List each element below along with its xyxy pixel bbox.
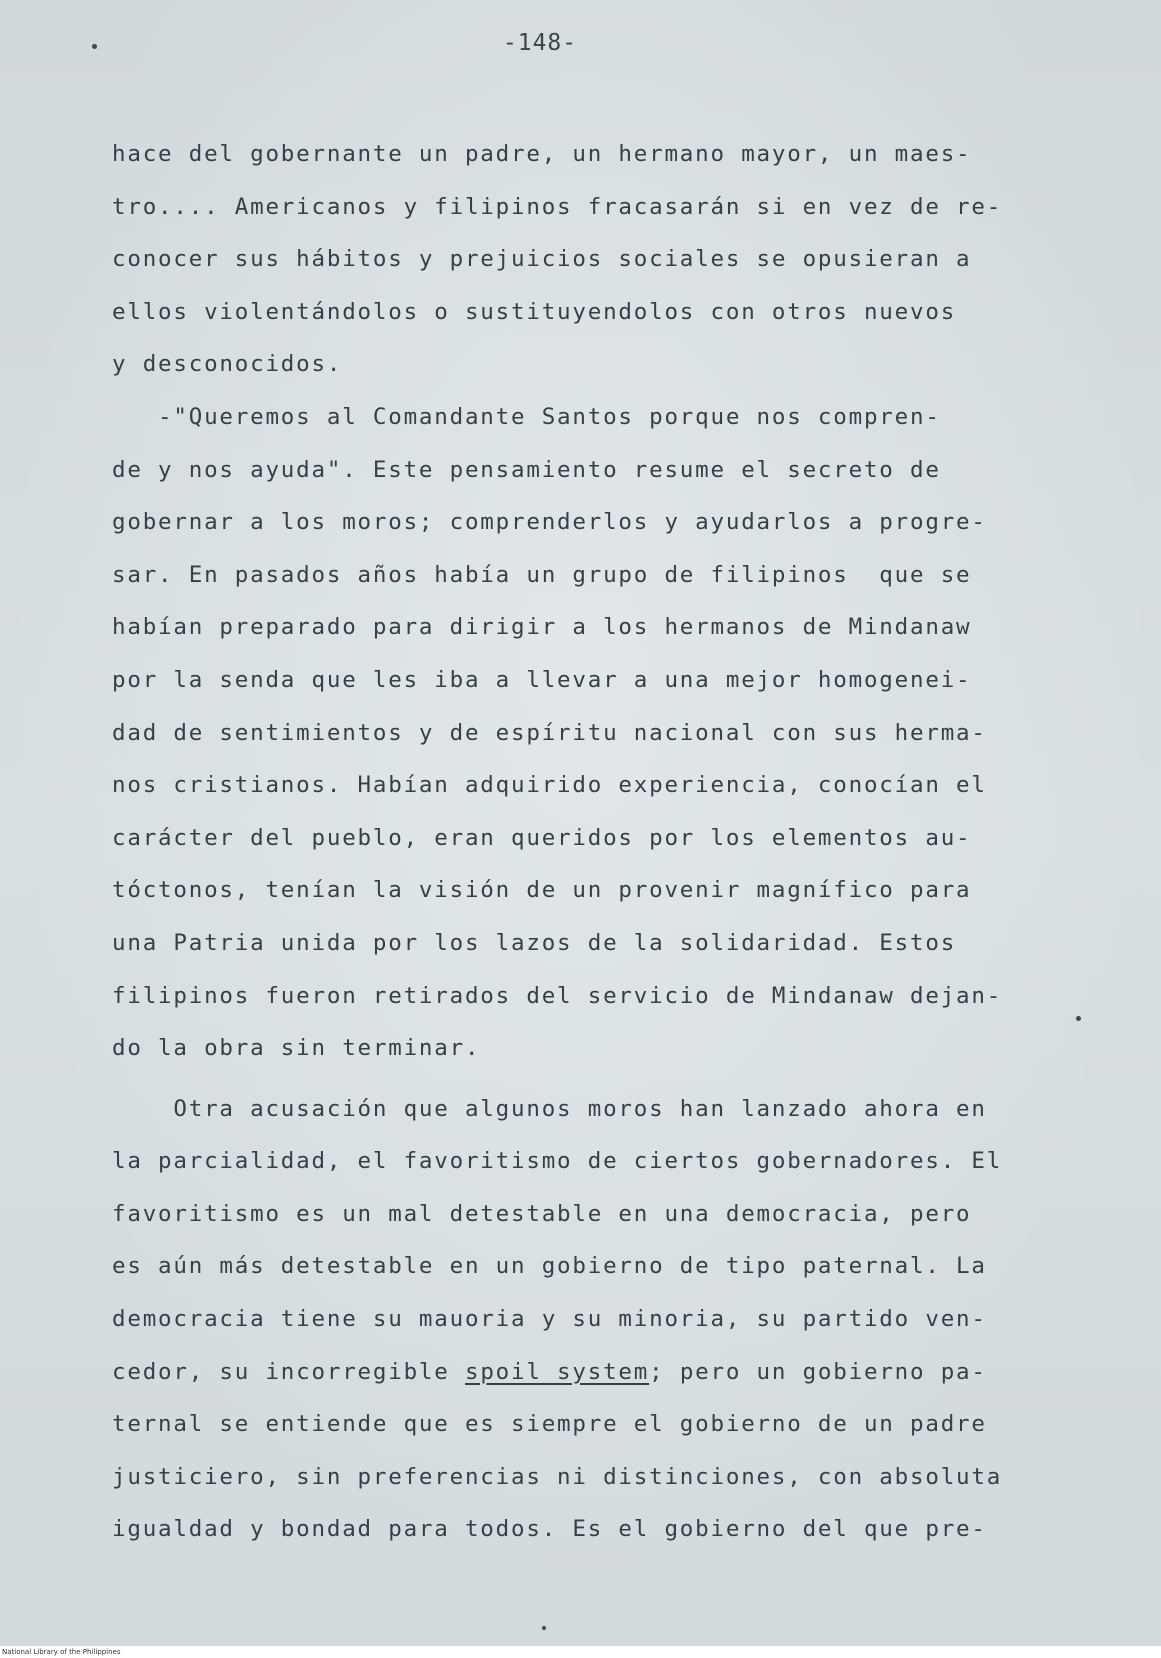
paper-speck: [1076, 1016, 1081, 1021]
text-line: dad de sentimientos y de espíritu nacional con sus herma-: [112, 719, 987, 746]
body-text: [112, 128, 1067, 1556]
text-line: tóctonos, tenían la visión de un provenir magnífico para: [112, 877, 972, 904]
paragraph-3: [112, 1083, 1067, 1556]
library-credit: National Library of the Philippines: [2, 1648, 121, 1656]
text-line: tro.... Americanos y filipinos fracasarán si en vez de re-: [112, 193, 1003, 220]
text-line: es aún más detestable en un gobierno de tipo paternal. La: [112, 1253, 987, 1280]
text-line: gobernar a los moros; comprenderlos y ayudarlos a progre-: [112, 509, 987, 536]
text-line: de y nos ayuda". Este pensamiento resume el secreto de: [112, 456, 941, 483]
text-line: carácter del pueblo, eran queridos por los elementos au-: [112, 824, 972, 851]
paragraph-spacer: [112, 1075, 1067, 1083]
text-segment: ; pero un gobierno pa-: [649, 1358, 987, 1385]
text-line: habían preparado para dirigir a los hermanos de Mindanaw: [112, 614, 972, 641]
text-line: conocer sus hábitos y prejuicios sociales se opusieran a: [112, 246, 972, 273]
paper-speck: [542, 1626, 546, 1630]
text-line-with-underline: [112, 1346, 1067, 1399]
text-line: favoritismo es un mal detestable en una democracia, pero: [112, 1200, 972, 1227]
text-line: igualdad y bondad para todos. Es el gobierno del que pre-: [112, 1516, 987, 1543]
text-line: nos cristianos. Habían adquirido experiencia, conocían el: [112, 772, 987, 799]
text-line: Otra acusación que algunos moros han lanzado ahora en: [112, 1095, 987, 1122]
page-number: -148-: [502, 30, 578, 56]
text-line: democracia tiene su mauoria y su minoria, su partido ven-: [112, 1306, 987, 1333]
text-line: filipinos fueron retirados del servicio de Mindanaw dejan-: [112, 982, 1003, 1009]
text-line: la parcialidad, el favoritismo de ciertos gobernadores. El: [112, 1148, 1003, 1175]
paragraph-2: [112, 391, 1067, 1075]
text-line: ellos violentándolos o sustituyendolos con otros nuevos: [112, 298, 957, 325]
text-line: sar. En pasados años había un grupo de filipinos que se: [112, 561, 972, 588]
paragraph-1: [112, 128, 1067, 391]
text-line: -"Queremos al Comandante Santos porque nos compren-: [112, 403, 941, 430]
text-line: y desconocidos.: [112, 351, 343, 378]
paper-speck: [92, 44, 97, 49]
text-line: do la obra sin terminar.: [112, 1035, 481, 1062]
text-segment: cedor, su incorregible: [112, 1358, 465, 1385]
text-line: por la senda que les iba a llevar a una mejor homogenei-: [112, 666, 972, 693]
text-line: hace del gobernante un padre, un hermano mayor, un maes-: [112, 141, 972, 167]
text-line: justiciero, sin preferencias ni distinciones, con absoluta: [112, 1463, 1003, 1490]
footer-bar: [0, 1646, 1161, 1658]
underlined-term: spoil system: [464, 1358, 650, 1385]
text-line: una Patria unida por los lazos de la solidaridad. Estos: [112, 929, 957, 956]
text-line: ternal se entiende que es siempre el gobierno de un padre: [112, 1411, 987, 1438]
